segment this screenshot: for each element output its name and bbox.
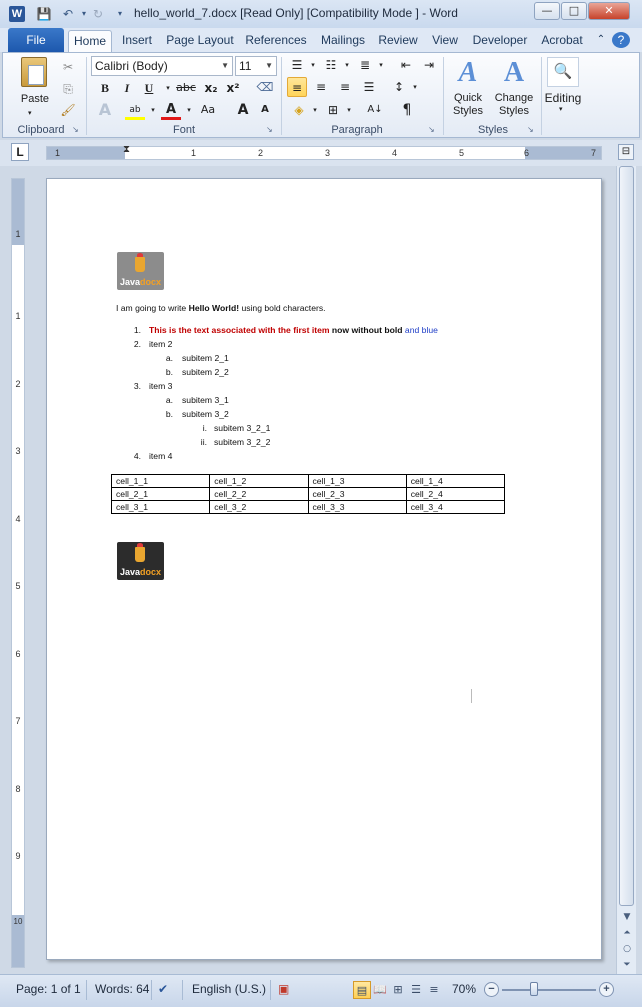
customize-qat-icon[interactable]: ▾ (117, 9, 122, 18)
numbering-icon[interactable]: ☷ (325, 58, 337, 72)
tab-insert[interactable]: Insert (121, 33, 152, 47)
table-cell[interactable]: cell_3_2 (210, 501, 308, 514)
decrease-indent-icon[interactable]: ⇤ (400, 58, 412, 72)
macro-record-icon[interactable]: ▣ (278, 982, 290, 996)
list-number: 3. (133, 381, 141, 391)
zoom-slider[interactable] (502, 989, 596, 991)
ruler-number: 6 (524, 148, 530, 158)
bullets-dropdown-icon[interactable]: ▾ (311, 61, 315, 69)
scrollbar-thumb[interactable] (619, 166, 634, 906)
list-number: a. (165, 395, 173, 405)
ribbon-tabs (0, 28, 642, 52)
paste-label[interactable]: Paste (20, 93, 50, 105)
table-row (112, 488, 505, 501)
status-separator (86, 980, 87, 1000)
list-item: This is the text associated with the first item now without bold and blue (149, 325, 438, 335)
vertical-scrollbar[interactable] (616, 166, 636, 974)
group-separator (86, 57, 87, 135)
zoom-out-button[interactable]: − (484, 982, 499, 997)
ruler-number: 1 (15, 311, 21, 321)
list-number: 1. (133, 325, 141, 335)
table-row (112, 475, 505, 488)
multilevel-list-icon[interactable]: ≣ (359, 58, 371, 72)
subscript-button[interactable]: x₂ (204, 81, 218, 95)
change-case-button[interactable]: Aa (200, 103, 216, 116)
shrink-font-button[interactable]: A (261, 104, 269, 115)
align-left-icon[interactable]: ≡ (287, 77, 307, 97)
ruler-number: 7 (15, 716, 21, 726)
ruler-number: 3 (325, 148, 331, 158)
language-indicator[interactable]: English (U.S.) (192, 982, 267, 996)
text-effects-icon[interactable]: A (98, 100, 112, 119)
logo-text: Javadocx (119, 277, 162, 287)
paste-dropdown-icon[interactable]: ▾ (28, 110, 32, 117)
find-icon[interactable]: 🔍 (547, 57, 579, 87)
list-number: b. (165, 367, 173, 377)
line-spacing-dropdown-icon[interactable]: ▾ (413, 83, 417, 91)
increase-indent-icon[interactable]: ⇥ (423, 58, 435, 72)
bold-button[interactable]: B (100, 81, 109, 95)
web-layout-icon[interactable]: ⊞ (393, 983, 403, 996)
quick-styles-icon[interactable]: A (458, 57, 478, 88)
tab-selector-button[interactable]: L (11, 143, 29, 161)
tab-view[interactable]: View (432, 33, 458, 47)
vertical-ruler[interactable] (11, 178, 25, 968)
indent-marker[interactable]: ⧗ (123, 144, 131, 155)
editing-button[interactable]: Editing (544, 91, 582, 105)
collapse-ribbon-icon[interactable]: ⌃ (596, 34, 606, 45)
ruler-number: 2 (15, 379, 21, 389)
align-center-icon[interactable]: ≡ (315, 80, 327, 94)
view-ruler-icon[interactable]: ⊟ (618, 144, 634, 160)
table-cell[interactable]: cell_3_3 (308, 501, 406, 514)
justify-icon[interactable]: ☰ (363, 80, 375, 94)
status-separator (182, 980, 183, 1000)
scroll-down-icon[interactable]: ▼ (623, 912, 631, 922)
font-size-combo[interactable] (235, 56, 277, 76)
font-name-value: Calibri (Body) (95, 59, 168, 73)
ruler-number: 6 (15, 649, 21, 659)
full-screen-reading-icon[interactable]: 📖 (373, 983, 387, 996)
page-count[interactable]: Page: 1 of 1 (16, 982, 81, 996)
ruler-number: 4 (392, 148, 398, 158)
table-cell[interactable]: cell_1_1 (112, 475, 210, 488)
list-item: item 2 (149, 339, 173, 349)
status-bar (0, 974, 642, 1007)
bullets-icon[interactable]: ☰ (291, 58, 303, 72)
italic-button[interactable]: I (124, 81, 130, 95)
show-marks-button[interactable]: ¶ (402, 102, 412, 118)
table-cell[interactable]: cell_2_2 (210, 488, 308, 501)
ruler-number: 10 (13, 917, 23, 926)
font-group-label: Font (172, 124, 195, 136)
outline-view-icon[interactable]: ☰ (411, 983, 421, 996)
cup-icon (135, 547, 145, 562)
zoom-slider-thumb[interactable] (530, 982, 538, 996)
list-item: subitem 3_2_1 (214, 423, 271, 433)
table-cell[interactable]: cell_1_3 (308, 475, 406, 488)
clipboard-launcher-icon[interactable]: ↘ (72, 125, 79, 134)
minimize-button[interactable]: — (534, 2, 560, 20)
ruler-number: 1 (191, 148, 197, 158)
draft-view-icon[interactable]: ≡ (429, 983, 439, 996)
undo-dropdown-icon[interactable]: ▾ (81, 9, 86, 18)
list-item: item 4 (149, 451, 173, 461)
ruler-number: 8 (15, 784, 21, 794)
tab-review[interactable]: Review (378, 33, 418, 47)
change-styles-icon[interactable]: A (503, 57, 525, 88)
list-number: b. (165, 409, 173, 419)
help-icon[interactable]: ? (612, 32, 630, 48)
table-row (112, 501, 505, 514)
group-separator (281, 57, 282, 135)
format-painter-icon[interactable]: 🖌 (60, 103, 76, 117)
javadocx-logo (117, 252, 164, 290)
list-item: subitem 2_2 (182, 367, 229, 377)
underline-dropdown-icon[interactable]: ▾ (166, 84, 170, 92)
javadocx-logo-dark (117, 542, 164, 580)
borders-icon[interactable]: ⊞ (327, 103, 339, 117)
cut-icon[interactable]: ✂ (62, 60, 74, 74)
list-number: 4. (133, 451, 141, 461)
multilevel-dropdown-icon[interactable]: ▾ (379, 61, 383, 69)
table-cell[interactable]: cell_1_2 (210, 475, 308, 488)
zoom-in-button[interactable]: + (599, 982, 614, 997)
highlight-color-icon[interactable]: ab (125, 100, 145, 120)
list-number: i. (202, 423, 207, 433)
table-cell[interactable]: cell_2_4 (406, 488, 504, 501)
paragraph-group-label: Paragraph (331, 124, 383, 136)
ruler-number: 7 (591, 148, 597, 158)
word-app-icon[interactable]: W (9, 6, 25, 22)
title-bar (0, 0, 642, 28)
ruler-row (0, 140, 642, 166)
chevron-down-icon: ▼ (265, 61, 273, 70)
highlight-dropdown-icon[interactable]: ▾ (151, 106, 155, 114)
zoom-level[interactable]: 70% (452, 982, 477, 996)
list-item: subitem 3_2 (182, 409, 229, 419)
change-styles-button[interactable]: Change Styles (494, 92, 534, 117)
ruler-number: 1 (55, 148, 61, 158)
status-separator (151, 980, 152, 1000)
window-title: hello_world_7.docx [Read Only] [Compatibility Mode ] - Word (134, 6, 458, 20)
table-cell[interactable]: cell_3_4 (406, 501, 504, 514)
list-item: subitem 3_2_2 (214, 437, 271, 447)
maximize-button[interactable]: □ (561, 2, 587, 20)
ruler-number: 9 (15, 851, 21, 861)
list-item: item 3 (149, 381, 173, 391)
print-layout-icon[interactable]: ▤ (353, 981, 371, 999)
browse-object-icon[interactable]: ○ (623, 944, 631, 954)
paragraph-launcher-icon[interactable]: ↘ (428, 125, 435, 134)
ruler-number: 5 (459, 148, 465, 158)
strikethrough-button[interactable]: abc (176, 81, 196, 94)
ruler-number: 1 (15, 229, 21, 239)
font-launcher-icon[interactable]: ↘ (266, 125, 273, 134)
table-cell[interactable]: cell_2_1 (112, 488, 210, 501)
list-number: ii. (200, 437, 207, 447)
shading-dropdown-icon[interactable]: ▾ (313, 106, 317, 114)
tab-acrobat[interactable]: Acrobat (541, 33, 583, 47)
quick-styles-button[interactable]: Quick Styles (453, 92, 483, 117)
horizontal-ruler[interactable] (46, 146, 602, 160)
copy-icon[interactable]: ⎘ (63, 82, 73, 96)
word-count[interactable]: Words: 64 (95, 982, 150, 996)
previous-page-icon[interactable]: ⏶ (623, 928, 631, 938)
cup-icon (135, 257, 145, 272)
document-area (0, 166, 616, 974)
grow-font-button[interactable]: A (237, 102, 249, 118)
next-page-icon[interactable]: ⏷ (623, 960, 631, 970)
right-margin-area (525, 147, 601, 159)
sort-icon[interactable]: A↓ (367, 104, 383, 115)
chevron-down-icon: ▼ (221, 61, 229, 70)
ruler-number: 5 (15, 581, 21, 591)
styles-launcher-icon[interactable]: ↘ (527, 125, 534, 134)
close-button[interactable]: ✕ (588, 2, 630, 20)
undo-icon[interactable]: ↶ (62, 7, 74, 21)
tab-home[interactable]: Home (68, 30, 112, 52)
borders-dropdown-icon[interactable]: ▾ (347, 106, 351, 114)
line-spacing-icon[interactable]: ↕ (393, 80, 405, 94)
paste-icon (21, 57, 47, 87)
list-item: subitem 3_1 (182, 395, 229, 405)
table-cell[interactable]: cell_2_3 (308, 488, 406, 501)
tab-mailings[interactable]: Mailings (320, 33, 365, 47)
align-right-icon[interactable]: ≡ (339, 80, 351, 94)
tab-page-layout[interactable]: Page Layout (166, 33, 234, 47)
shading-icon[interactable]: ◈ (294, 103, 304, 117)
redo-icon[interactable]: ↻ (92, 7, 104, 21)
font-color-icon[interactable]: A (161, 100, 181, 120)
numbering-dropdown-icon[interactable]: ▾ (345, 61, 349, 69)
list-number: a. (165, 353, 173, 363)
clipboard-group-label: Clipboard (17, 124, 65, 136)
ruler-number: 3 (15, 446, 21, 456)
font-name-combo[interactable] (91, 56, 233, 76)
styles-group-label: Styles (478, 124, 508, 136)
underline-button[interactable]: U (144, 81, 154, 95)
table-cell[interactable]: cell_1_4 (406, 475, 504, 488)
font-size-value: 11 (239, 59, 252, 73)
document-table (111, 474, 505, 514)
ribbon (2, 52, 640, 138)
tab-references[interactable]: References (245, 33, 307, 47)
tab-file[interactable]: File (8, 28, 64, 52)
status-separator (270, 980, 271, 1000)
tab-developer[interactable]: Developer (472, 33, 528, 47)
save-icon[interactable]: 💾 (36, 7, 52, 21)
logo-text: Javadocx (119, 567, 162, 577)
font-color-dropdown-icon[interactable]: ▾ (187, 106, 191, 114)
list-number: 2. (133, 339, 141, 349)
intro-paragraph: I am going to write Hello World! using bold characters. (116, 303, 326, 313)
ruler-number: 2 (258, 148, 264, 158)
superscript-button[interactable]: x² (226, 81, 240, 95)
clear-formatting-icon[interactable]: ⌫ (256, 80, 274, 94)
list-item: subitem 2_1 (182, 353, 229, 363)
table-cell[interactable]: cell_3_1 (112, 501, 210, 514)
ruler-number: 4 (15, 514, 21, 524)
editing-dropdown-icon[interactable]: ▾ (559, 106, 563, 113)
text-cursor (471, 689, 472, 703)
proofing-icon[interactable]: ✔ (158, 982, 169, 996)
document-page[interactable] (46, 178, 602, 960)
